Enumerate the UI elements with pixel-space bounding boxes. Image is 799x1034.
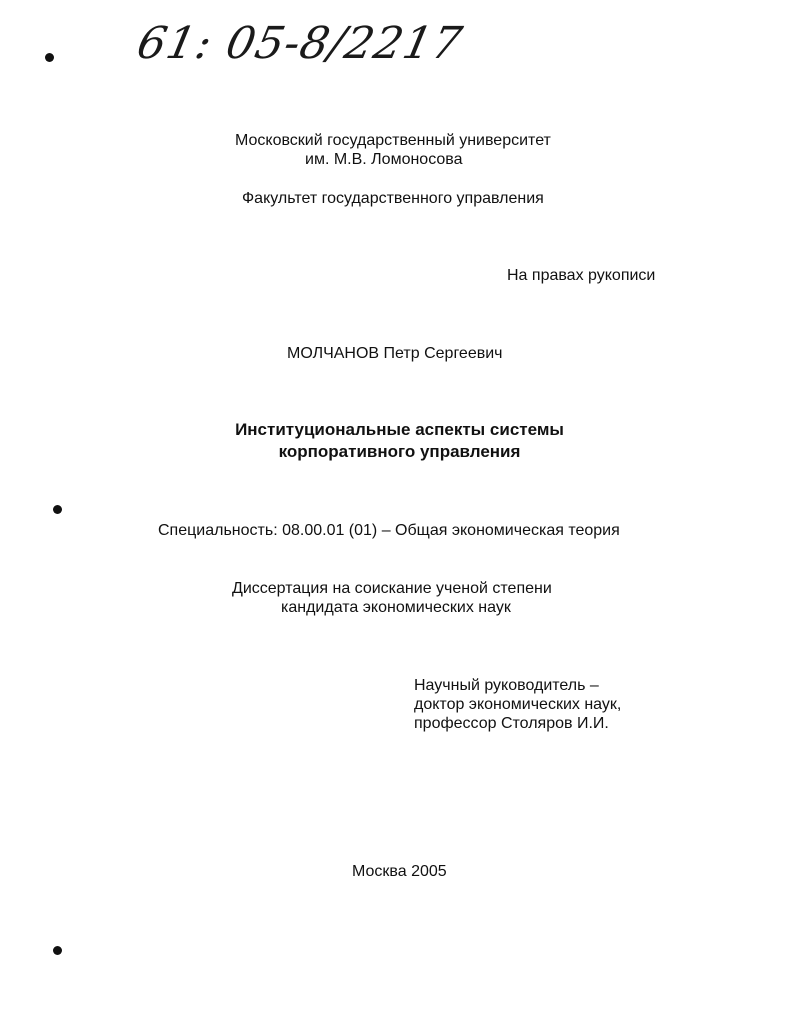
city-year: Москва 2005 — [352, 863, 447, 880]
specialty-line: Специальность: 08.00.01 (01) – Общая экономическая теория — [158, 522, 620, 539]
binder-hole-mark-top — [45, 53, 54, 62]
binder-hole-mark-bottom — [53, 946, 62, 955]
binder-hole-mark-middle — [53, 505, 62, 514]
supervisor-line-2: доктор экономических наук, — [414, 696, 622, 713]
author-name: МОЛЧАНОВ Петр Сергеевич — [287, 345, 503, 362]
faculty-name: Факультет государственного управления — [242, 190, 544, 207]
dissertation-title-line-2: корпоративного управления — [278, 442, 521, 461]
supervisor-line-3: профессор Столяров И.И. — [414, 715, 609, 732]
supervisor-line-1: Научный руководитель – — [414, 677, 599, 694]
dissertation-title-line-1: Институциональные аспекты системы — [235, 420, 564, 439]
dissertation-degree-line-1: Диссертация на соискание ученой степени — [232, 580, 552, 597]
dissertation-degree-line-2: кандидата экономических наук — [281, 599, 511, 616]
handwritten-archive-number: 61: 05-8/2217 — [132, 18, 467, 69]
institution-line-2: им. М.В. Ломоносова — [305, 151, 463, 168]
institution-line-1: Московский государственный университет — [235, 132, 551, 149]
rights-note: На правах рукописи — [507, 267, 656, 284]
